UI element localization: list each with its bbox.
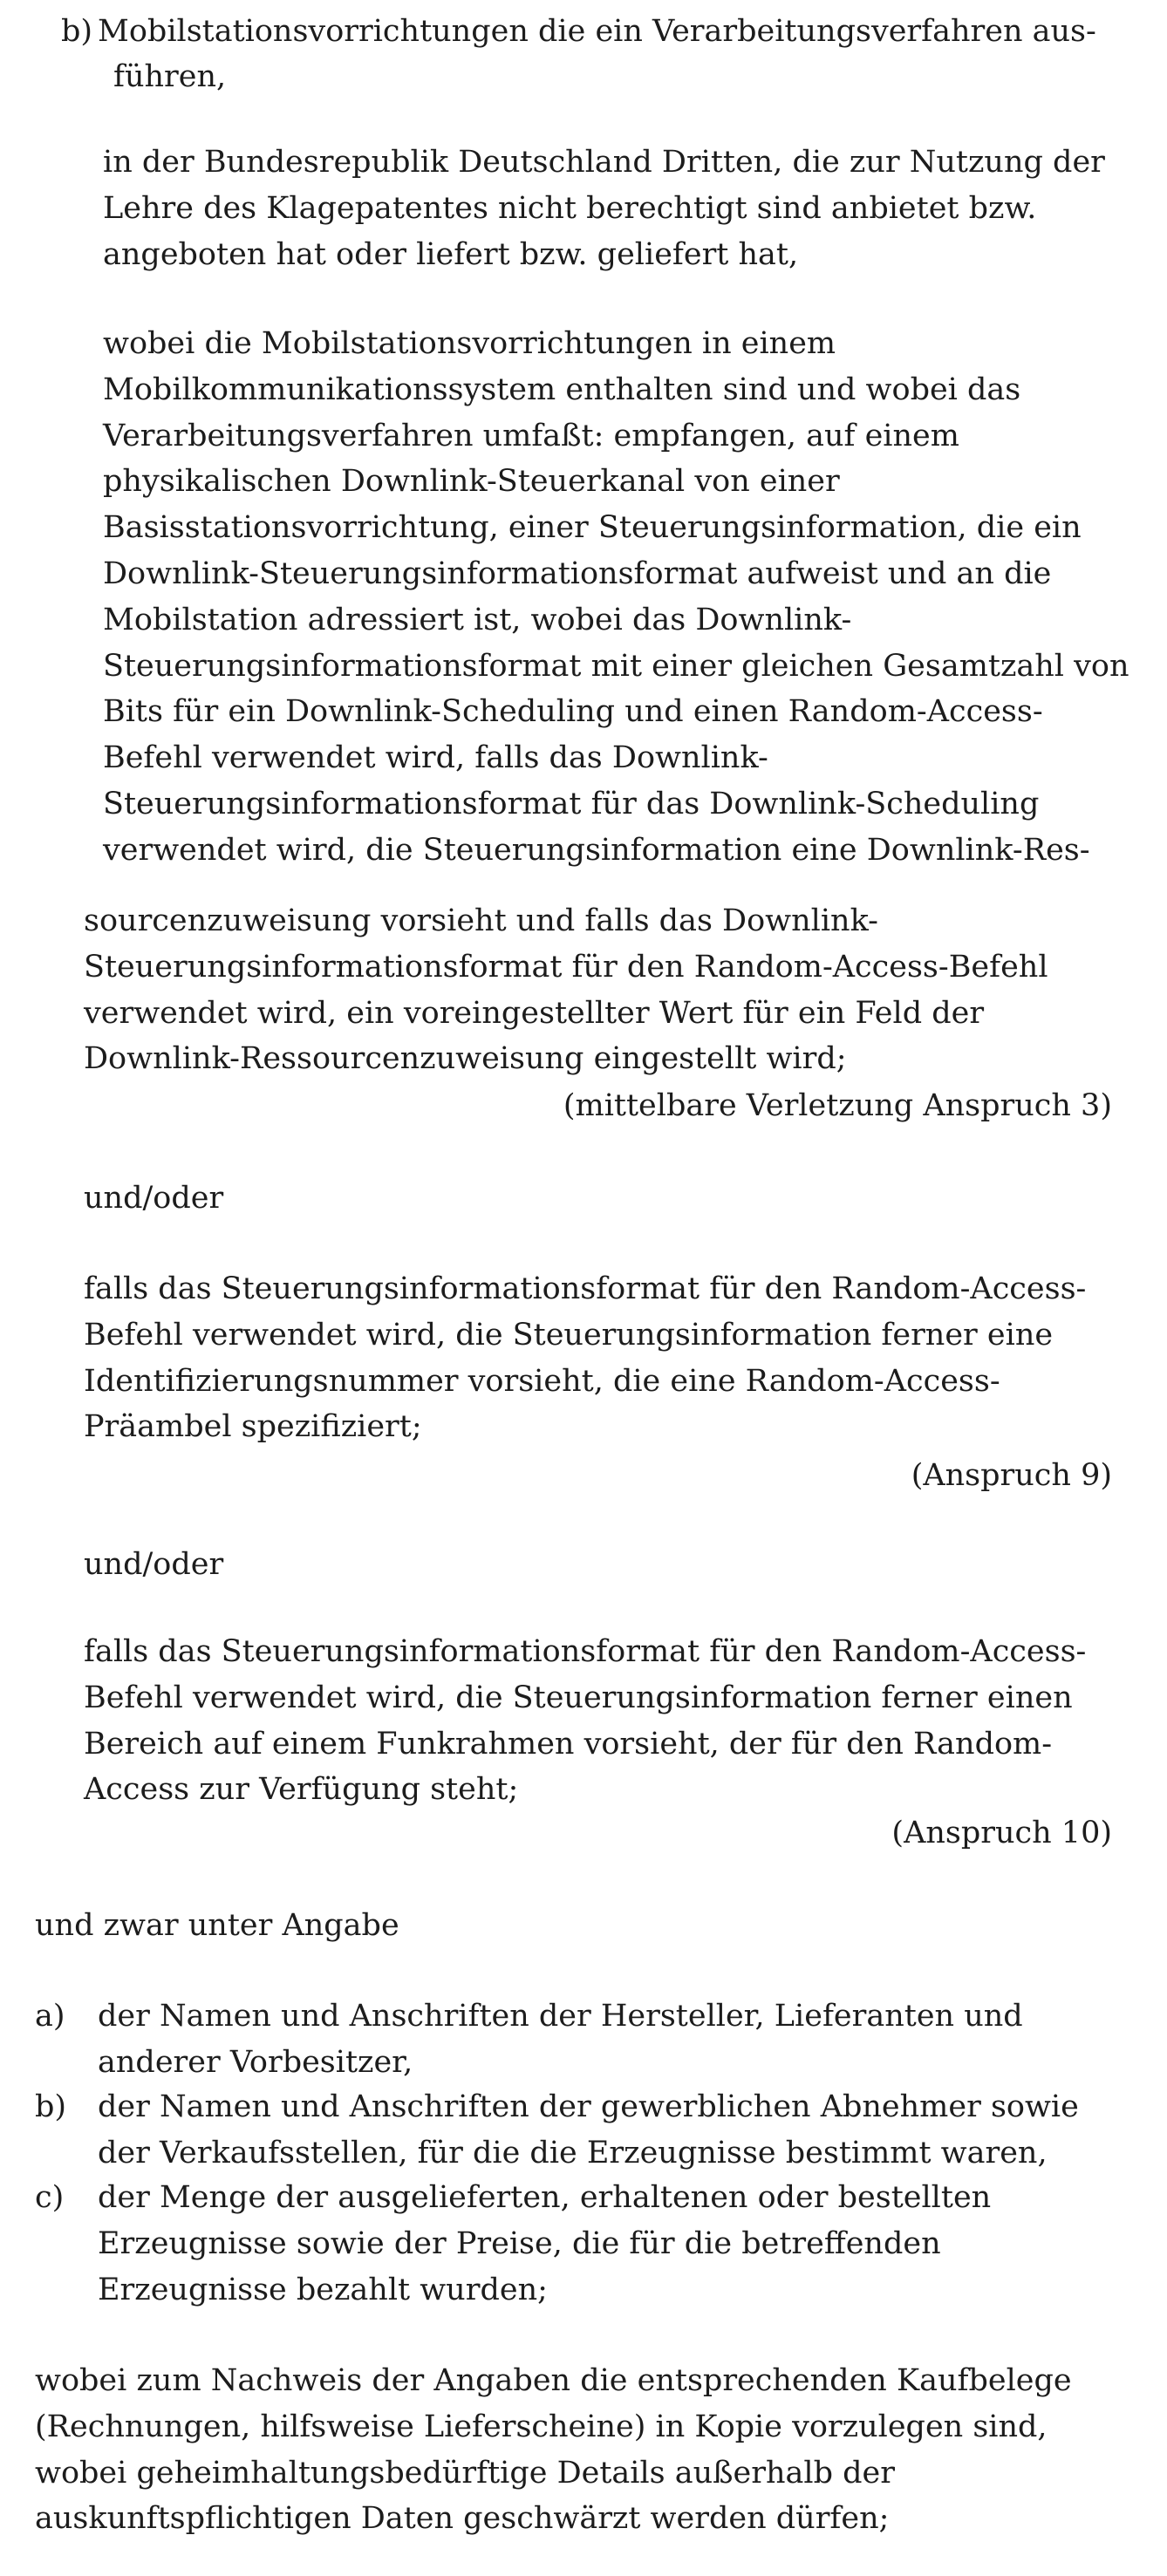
details-item-label-a: a): [35, 1999, 65, 2034]
offer-paragraph: in der Bundesrepublik Deutschland Dritten, die zur Nutzung der Lehre des Klagepatentes nicht berechtigt sind anbietet bzw. angeboten hat oder liefert bzw. geliefert hat,: [103, 145, 1105, 272]
claim-10-paragraph: falls das Steuerungsinformationsformat für den Random-Access-Befehl verwendet wird, die Steuerungsinformation ferner einen Bereich auf einem Funkrahmen vorsieht, der für den Random-Access zur Verfügung steht;: [84, 1634, 1087, 1808]
details-item-a: der Namen und Anschriften der Hersteller, Lieferanten und anderer Vorbesitzer,: [98, 1999, 1023, 2080]
section-b-heading-line1: Mobilstationsvorrichtungen die ein Verarbeitungsverfahren aus-: [98, 14, 1096, 49]
section-b-heading-line2: führen,: [113, 59, 227, 94]
claim-reference-3: (mittelbare Verletzung Anspruch 3): [563, 1088, 1112, 1123]
and-or-separator-2: und/oder: [84, 1547, 224, 1582]
and-or-separator-1: und/oder: [84, 1181, 224, 1216]
claim-reference-10: (Anspruch 10): [891, 1816, 1112, 1850]
details-item-c: der Menge der ausgelieferten, erhaltenen oder bestellten Erzeugnisse sowie der Preise, die für die betreffenden Erzeugnisse bezahlt wurden;: [98, 2180, 992, 2307]
claim-9-paragraph: falls das Steuerungsinformationsformat für den Random-Access-Befehl verwendet wird, die Steuerungsinformation ferner eine Identifizierungsnummer vorsieht, die eine Random-Access-Präambel spezifiziert;: [84, 1271, 1087, 1445]
section-b-label: b): [61, 14, 93, 49]
details-item-label-b: b): [35, 2089, 67, 2124]
details-item-b: der Namen und Anschriften der gewerblichen Abnehmer sowie der Verkaufsstellen, für die die Erzeugnisse bestimmt waren,: [98, 2089, 1079, 2171]
details-intro: und zwar unter Angabe: [35, 1908, 399, 1943]
closing-paragraph: wobei zum Nachweis der Angaben die entsprechenden Kaufbelege (Rechnungen, hilfsweise Lieferscheine) in Kopie vorzulegen sind, wobei geheimhaltungsbedürftige Details außerhalb der auskunftspflichtigen Daten geschwärzt werden dürfen;: [35, 2363, 1072, 2537]
details-item-label-c: c): [35, 2180, 65, 2215]
claim-reference-9: (Anspruch 9): [911, 1458, 1112, 1493]
definition-paragraph-part1: wobei die Mobilstationsvorrichtungen in einem Mobilkommunikationssystem enthalten sind und wobei das Verarbeitungsverfahren umfaßt: empfangen, auf einem physikalischen Downlink-Steuerkanal von einer Basisstationsvorrichtung, einer Steuerungsinformation, die ein Downlink-Steuerungsinformationsformat aufweist und an die Mobilstation adressiert ist, wobei das Downlink-Steuerungsinformationsformat mit einer gleichen Gesamtzahl von Bits für ein Downlink-Scheduling und einen Random-Access-Befehl verwendet wird, falls das Downlink-Steuerungsinformationsformat für das Downlink-Scheduling verwendet wird, die Steuerungsinformation eine Downlink-Res-: [103, 326, 1129, 868]
definition-paragraph-part2: sourcenzuweisung vorsieht und falls das Downlink-Steuerungsinformationsformat für den Random-Access-Befehl verwendet wird, ein voreingestellter Wert für ein Feld der Downlink-Ressourcenzuweisung eingestellt wird;: [84, 903, 1048, 1077]
